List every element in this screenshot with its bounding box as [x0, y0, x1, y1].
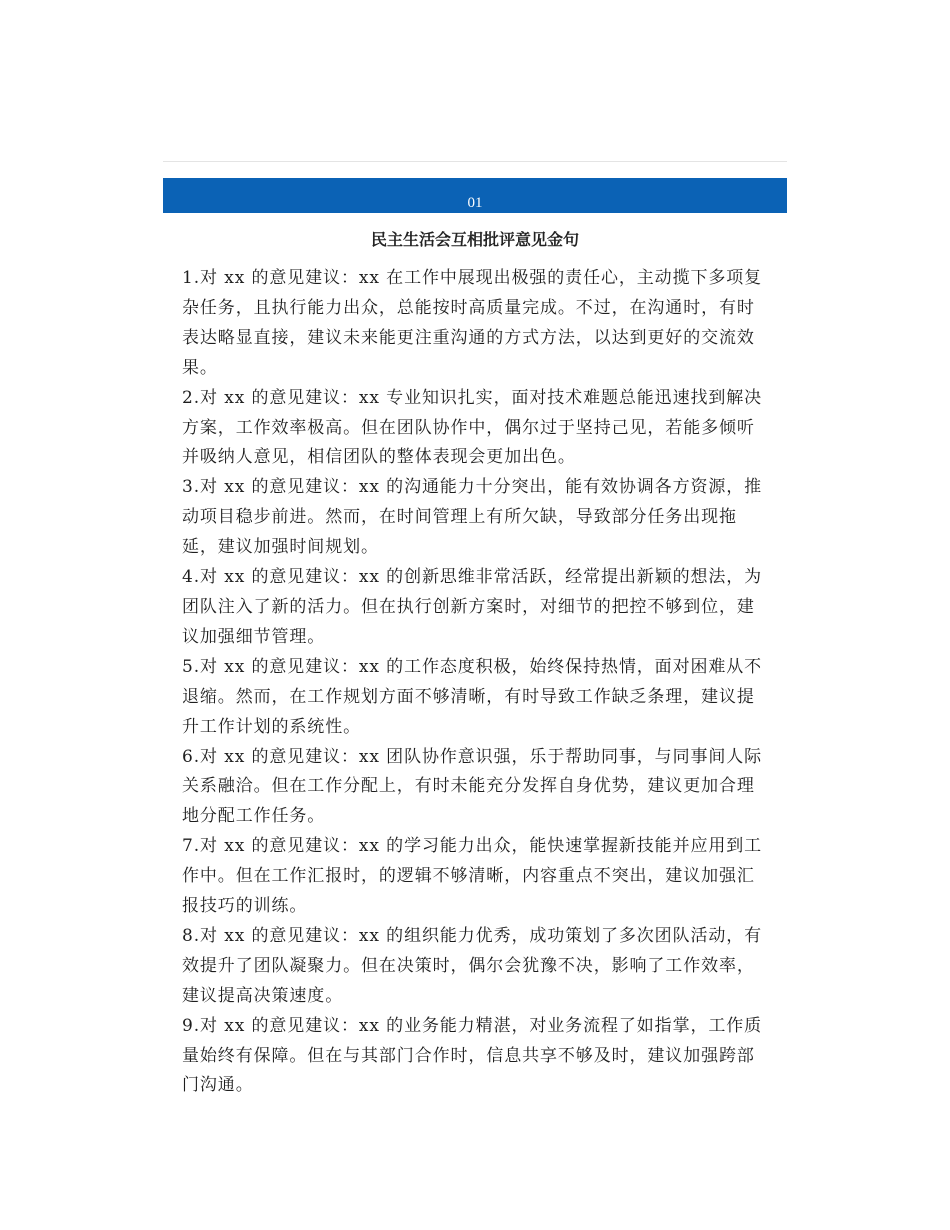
- section-number: 01: [467, 195, 483, 211]
- list-item: 3.对 xx 的意见建议：xx 的沟通能力十分突出，能有效协调各方资源，推动项目稳步前进。然而，在时间管理上有所欠缺，导致部分任务出现拖延，建议加强时间规划。: [182, 477, 763, 558]
- section-number-banner: [163, 178, 787, 213]
- list-item: 2.对 xx 的意见建议：xx 专业知识扎实，面对技术难题总能迅速找到解决方案，工作效率极高。但在团队协作中，偶尔过于坚持己见，若能多倾听并吸纳人意见，相信团队的整体表现会更加出色。: [182, 387, 763, 468]
- document-title: 民主生活会互相批评意见金句: [370, 230, 579, 249]
- list-item: 5.对 xx 的意见建议：xx 的工作态度积极，始终保持热情，面对困难从不退缩。然而，在工作规划方面不够清晰，有时导致工作缺乏条理，建议提升工作计划的系统性。: [182, 656, 763, 737]
- list-item: 1.对 xx 的意见建议：xx 在工作中展现出极强的责任心，主动揽下多项复杂任务，且执行能力出众，总能按时高质量完成。不过，在沟通时，有时表达略显直接，建议未来能更注重沟通的方式方法，以达到更好的交流效果。: [182, 268, 763, 378]
- document-body: [182, 264, 770, 1101]
- top-divider: [163, 161, 787, 162]
- list-item: 6.对 xx 的意见建议：xx 团队协作意识强，乐于帮助同事，与同事间人际关系融洽。但在工作分配上，有时未能充分发挥自身优势，建议更加合理地分配工作任务。: [182, 746, 763, 827]
- list-item: 9.对 xx 的意见建议：xx 的业务能力精湛，对业务流程了如指掌，工作质量始终有保障。但在与其部门合作时，信息共享不够及时，建议加强跨部门沟通。: [182, 1015, 763, 1096]
- list-item: 4.对 xx 的意见建议：xx 的创新思维非常活跃，经常提出新颖的想法，为团队注入了新的活力。但在执行创新方案时，对细节的把控不够到位，建议加强细节管理。: [182, 567, 763, 647]
- list-item: 7.对 xx 的意见建议：xx 的学习能力出众，能快速掌握新技能并应用到工作中。但在工作汇报时，的逻辑不够清晰，内容重点不突出，建议加强汇报技巧的训练。: [182, 836, 763, 917]
- list-item: 8.对 xx 的意见建议：xx 的组织能力优秀，成功策划了多次团队活动，有效提升了团队凝聚力。但在决策时，偶尔会犹豫不决，影响了工作效率，建议提高决策速度。: [182, 925, 763, 1006]
